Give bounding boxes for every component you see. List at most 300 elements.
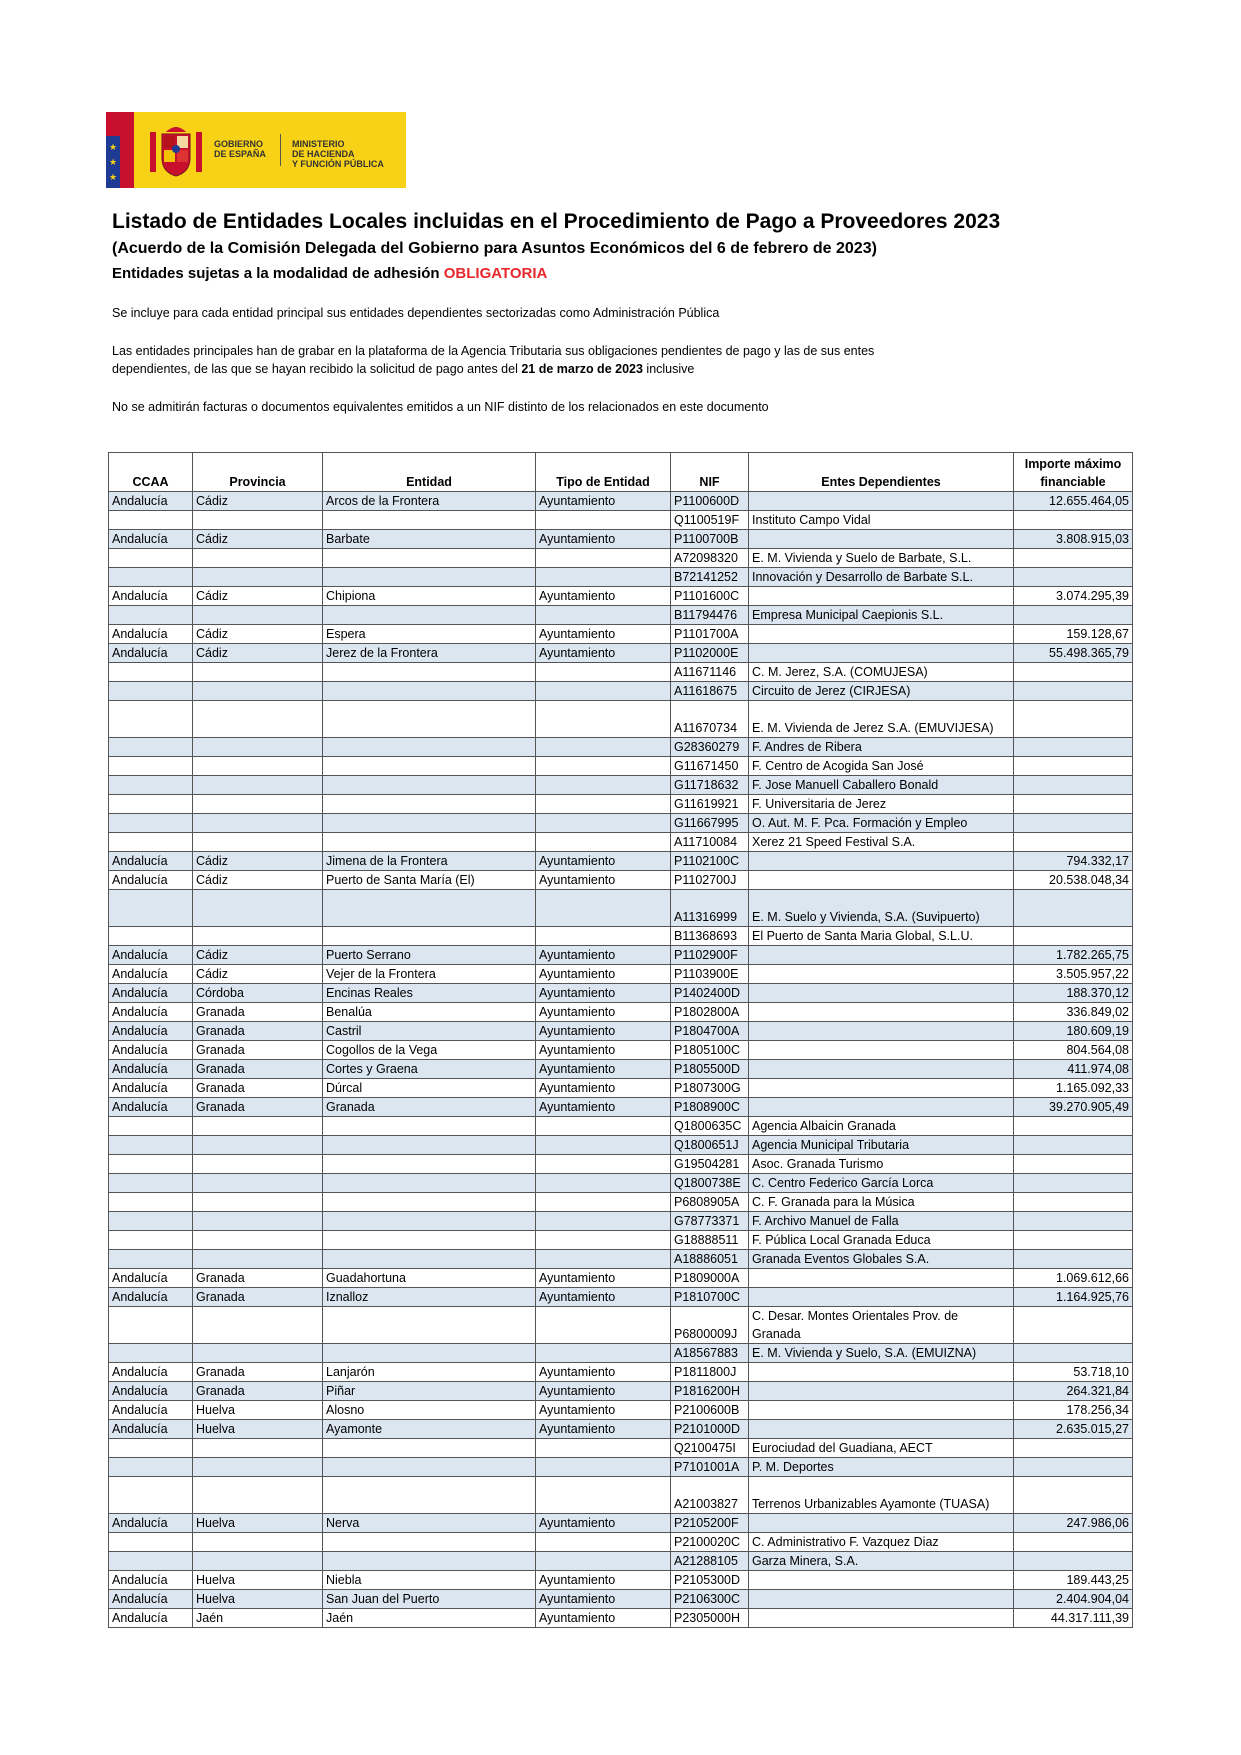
cell-entes — [749, 1079, 1014, 1098]
cell-tipo: Ayuntamiento — [536, 530, 671, 549]
table-row — [109, 1458, 1133, 1477]
cell-nif: A21288105 — [671, 1552, 749, 1571]
cell-nif: P1804700A — [671, 1022, 749, 1041]
cell-entidad — [323, 682, 536, 701]
cell-entidad — [323, 1212, 536, 1231]
cell-provincia: Granada — [193, 1060, 323, 1079]
table-row — [109, 644, 1133, 663]
cell-entidad: Ayamonte — [323, 1420, 536, 1439]
table-row — [109, 625, 1133, 644]
cell-nif: P1802800A — [671, 1003, 749, 1022]
cell-importe — [1014, 568, 1133, 587]
table-row — [109, 511, 1133, 530]
cell-tipo — [536, 1533, 671, 1552]
cell-provincia — [193, 701, 323, 738]
cell-entidad — [323, 757, 536, 776]
cell-nif: P1809000A — [671, 1269, 749, 1288]
cell-entidad — [323, 890, 536, 927]
cell-tipo: Ayuntamiento — [536, 946, 671, 965]
column-header: Tipo de Entidad — [536, 453, 671, 492]
table-row — [109, 946, 1133, 965]
cell-importe — [1014, 757, 1133, 776]
cell-importe: 178.256,34 — [1014, 1401, 1133, 1420]
cell-ccaa: Andalucía — [109, 852, 193, 871]
cell-ccaa: Andalucía — [109, 1571, 193, 1590]
document-title: Listado de Entidades Locales incluidas en el Procedimiento de Pago a Proveedores 2023 — [112, 210, 1001, 233]
cell-entidad — [323, 1231, 536, 1250]
cell-importe: 44.317.111,39 — [1014, 1609, 1133, 1628]
cell-tipo — [536, 1458, 671, 1477]
cell-provincia — [193, 549, 323, 568]
cell-entidad — [323, 833, 536, 852]
cell-importe — [1014, 606, 1133, 625]
cell-nif: P1100600D — [671, 492, 749, 511]
table-row — [109, 1136, 1133, 1155]
cell-importe — [1014, 1307, 1133, 1344]
cell-ccaa — [109, 511, 193, 530]
cell-provincia — [193, 1458, 323, 1477]
cell-entes — [749, 1382, 1014, 1401]
cell-entidad — [323, 1477, 536, 1514]
cell-provincia — [193, 776, 323, 795]
cell-ccaa: Andalucía — [109, 625, 193, 644]
cell-tipo: Ayuntamiento — [536, 1571, 671, 1590]
cell-ccaa: Andalucía — [109, 1590, 193, 1609]
cell-nif: P1807300G — [671, 1079, 749, 1098]
cell-ccaa: Andalucía — [109, 1609, 193, 1628]
cell-tipo: Ayuntamiento — [536, 644, 671, 663]
table-row — [109, 1193, 1133, 1212]
cell-ccaa: Andalucía — [109, 1420, 193, 1439]
cell-tipo — [536, 757, 671, 776]
cell-entidad — [323, 1136, 536, 1155]
cell-provincia: Granada — [193, 1098, 323, 1117]
cell-entes — [749, 1514, 1014, 1533]
cell-importe: 53.718,10 — [1014, 1363, 1133, 1382]
cell-entes — [749, 1022, 1014, 1041]
table-row — [109, 530, 1133, 549]
cell-ccaa — [109, 701, 193, 738]
cell-ccaa: Andalucía — [109, 644, 193, 663]
cell-nif: P2105300D — [671, 1571, 749, 1590]
cell-entidad — [323, 927, 536, 946]
cell-entes — [749, 1609, 1014, 1628]
table-row — [109, 795, 1133, 814]
cell-tipo: Ayuntamiento — [536, 1022, 671, 1041]
cell-nif: P1402400D — [671, 984, 749, 1003]
cell-tipo — [536, 814, 671, 833]
cell-provincia — [193, 738, 323, 757]
table-row — [109, 871, 1133, 890]
cell-entidad — [323, 1250, 536, 1269]
cell-ccaa: Andalucía — [109, 1382, 193, 1401]
cell-entes: Terrenos Urbanizables Ayamonte (TUASA) — [749, 1477, 1014, 1514]
cell-provincia — [193, 1477, 323, 1514]
cell-importe: 39.270.905,49 — [1014, 1098, 1133, 1117]
cell-ccaa — [109, 1307, 193, 1344]
cell-importe — [1014, 1458, 1133, 1477]
cell-nif: Q1800635C — [671, 1117, 749, 1136]
cell-ccaa: Andalucía — [109, 946, 193, 965]
cell-entidad: Piñar — [323, 1382, 536, 1401]
cell-importe: 20.538.048,34 — [1014, 871, 1133, 890]
table-row — [109, 1288, 1133, 1307]
table-row — [109, 1174, 1133, 1193]
cell-provincia — [193, 606, 323, 625]
cell-ccaa: Andalucía — [109, 1514, 193, 1533]
cell-entidad: Encinas Reales — [323, 984, 536, 1003]
cell-entidad: San Juan del Puerto — [323, 1590, 536, 1609]
cell-importe — [1014, 663, 1133, 682]
cell-entes: Granada Eventos Globales S.A. — [749, 1250, 1014, 1269]
cell-nif: G11718632 — [671, 776, 749, 795]
cell-tipo — [536, 1552, 671, 1571]
cell-importe — [1014, 1552, 1133, 1571]
cell-entidad: Vejer de la Frontera — [323, 965, 536, 984]
cell-entes — [749, 946, 1014, 965]
cell-ccaa — [109, 606, 193, 625]
cell-entidad: Granada — [323, 1098, 536, 1117]
cell-provincia — [193, 568, 323, 587]
cell-entes: C. Centro Federico García Lorca — [749, 1174, 1014, 1193]
cell-entes: E. M. Vivienda y Suelo, S.A. (EMUIZNA) — [749, 1344, 1014, 1363]
cell-ccaa — [109, 682, 193, 701]
table-row — [109, 984, 1133, 1003]
cell-tipo — [536, 1136, 671, 1155]
cell-ccaa — [109, 757, 193, 776]
cell-importe — [1014, 1155, 1133, 1174]
cell-provincia — [193, 1344, 323, 1363]
cell-ccaa: Andalucía — [109, 984, 193, 1003]
cell-entes — [749, 1003, 1014, 1022]
cell-entidad: Puerto Serrano — [323, 946, 536, 965]
cell-entidad — [323, 1193, 536, 1212]
cell-tipo — [536, 1250, 671, 1269]
cell-entidad: Cortes y Graena — [323, 1060, 536, 1079]
cell-provincia — [193, 927, 323, 946]
cell-nif: G19504281 — [671, 1155, 749, 1174]
cell-nif: A11316999 — [671, 890, 749, 927]
cell-entes — [749, 587, 1014, 606]
cell-entidad — [323, 1344, 536, 1363]
cell-importe: 264.321,84 — [1014, 1382, 1133, 1401]
cell-ccaa — [109, 1231, 193, 1250]
coat-of-arms-icon — [148, 124, 204, 178]
cell-entidad: Barbate — [323, 530, 536, 549]
cell-entes: Empresa Municipal Caepionis S.L. — [749, 606, 1014, 625]
cell-tipo: Ayuntamiento — [536, 1609, 671, 1628]
cell-entidad: Chipiona — [323, 587, 536, 606]
cell-importe — [1014, 927, 1133, 946]
cell-importe — [1014, 1344, 1133, 1363]
cell-entidad — [323, 776, 536, 795]
cell-provincia: Granada — [193, 1079, 323, 1098]
cell-entes — [749, 1420, 1014, 1439]
cell-nif: B11368693 — [671, 927, 749, 946]
cell-nif: P6808905A — [671, 1193, 749, 1212]
table-row — [109, 1514, 1133, 1533]
cell-importe — [1014, 890, 1133, 927]
cell-ccaa: Andalucía — [109, 1098, 193, 1117]
cell-entes: C. F. Granada para la Música — [749, 1193, 1014, 1212]
gobierno-logo — [106, 112, 406, 188]
cell-ccaa — [109, 1174, 193, 1193]
table-row — [109, 1571, 1133, 1590]
table-row — [109, 1250, 1133, 1269]
cell-entes: F. Jose Manuell Caballero Bonald — [749, 776, 1014, 795]
cell-entidad — [323, 606, 536, 625]
cell-entes: P. M. Deportes — [749, 1458, 1014, 1477]
cell-ccaa: Andalucía — [109, 1022, 193, 1041]
cell-entes: E. M. Suelo y Vivienda, S.A. (Suvipuerto) — [749, 890, 1014, 927]
cell-entes — [749, 1401, 1014, 1420]
cell-entidad: Nerva — [323, 1514, 536, 1533]
cell-importe — [1014, 795, 1133, 814]
cell-nif: Q1800651J — [671, 1136, 749, 1155]
cell-importe — [1014, 1231, 1133, 1250]
cell-importe — [1014, 1533, 1133, 1552]
cell-provincia — [193, 1533, 323, 1552]
cell-entes: Asoc. Granada Turismo — [749, 1155, 1014, 1174]
cell-tipo: Ayuntamiento — [536, 1363, 671, 1382]
table-row — [109, 814, 1133, 833]
cell-entes — [749, 625, 1014, 644]
cell-entes — [749, 530, 1014, 549]
cell-entes — [749, 1363, 1014, 1382]
cell-nif: G11619921 — [671, 795, 749, 814]
cell-importe: 1.782.265,75 — [1014, 946, 1133, 965]
cell-provincia: Cádiz — [193, 852, 323, 871]
cell-entes — [749, 1590, 1014, 1609]
cell-tipo — [536, 795, 671, 814]
cell-tipo — [536, 1174, 671, 1193]
cell-nif: B11794476 — [671, 606, 749, 625]
cell-provincia — [193, 663, 323, 682]
cell-provincia: Cádiz — [193, 644, 323, 663]
cell-tipo — [536, 682, 671, 701]
cell-tipo — [536, 1307, 671, 1344]
cell-entes: Agencia Municipal Tributaria — [749, 1136, 1014, 1155]
table-row — [109, 1609, 1133, 1628]
column-header: Importe máximo financiable — [1014, 453, 1133, 492]
cell-ccaa — [109, 890, 193, 927]
cell-tipo: Ayuntamiento — [536, 492, 671, 511]
cell-nif: P1101600C — [671, 587, 749, 606]
cell-nif: G11671450 — [671, 757, 749, 776]
table-row — [109, 1022, 1133, 1041]
cell-provincia: Jaén — [193, 1609, 323, 1628]
table-row — [109, 1344, 1133, 1363]
cell-nif: P1102900F — [671, 946, 749, 965]
cell-nif: A72098320 — [671, 549, 749, 568]
column-header: Entidad — [323, 453, 536, 492]
cell-importe — [1014, 833, 1133, 852]
cell-importe — [1014, 814, 1133, 833]
cell-ccaa: Andalucía — [109, 1003, 193, 1022]
cell-ccaa: Andalucía — [109, 1079, 193, 1098]
table-row — [109, 1590, 1133, 1609]
cell-tipo — [536, 833, 671, 852]
cell-provincia — [193, 1117, 323, 1136]
cell-ccaa — [109, 663, 193, 682]
table-row — [109, 1533, 1133, 1552]
table-row — [109, 1041, 1133, 1060]
cell-entidad — [323, 511, 536, 530]
cell-importe — [1014, 1136, 1133, 1155]
cell-ccaa — [109, 1250, 193, 1269]
cell-provincia: Huelva — [193, 1401, 323, 1420]
table-row — [109, 587, 1133, 606]
cell-importe — [1014, 1193, 1133, 1212]
cell-importe: 411.974,08 — [1014, 1060, 1133, 1079]
table-row — [109, 1231, 1133, 1250]
cell-nif: A11710084 — [671, 833, 749, 852]
cell-ccaa — [109, 1439, 193, 1458]
cell-ccaa — [109, 1155, 193, 1174]
cell-tipo — [536, 738, 671, 757]
table-row — [109, 1439, 1133, 1458]
table-row — [109, 833, 1133, 852]
table-row — [109, 1363, 1133, 1382]
cell-provincia — [193, 1250, 323, 1269]
cell-provincia — [193, 1552, 323, 1571]
cell-entidad: Espera — [323, 625, 536, 644]
cell-nif: P2100020C — [671, 1533, 749, 1552]
cell-ccaa — [109, 1344, 193, 1363]
cell-provincia — [193, 814, 323, 833]
cell-nif: A11618675 — [671, 682, 749, 701]
cell-provincia: Córdoba — [193, 984, 323, 1003]
cell-ccaa — [109, 795, 193, 814]
cell-entes: E. M. Vivienda de Jerez S.A. (EMUVIJESA) — [749, 701, 1014, 738]
cell-entidad — [323, 1439, 536, 1458]
table-row — [109, 776, 1133, 795]
cell-ccaa: Andalucía — [109, 1269, 193, 1288]
table-body — [109, 492, 1133, 1628]
cell-nif: P1816200H — [671, 1382, 749, 1401]
cell-entidad: Dúrcal — [323, 1079, 536, 1098]
cell-nif: A11670734 — [671, 701, 749, 738]
cell-tipo: Ayuntamiento — [536, 1079, 671, 1098]
cell-provincia: Huelva — [193, 1420, 323, 1439]
table-row — [109, 1212, 1133, 1231]
cell-entidad: Jimena de la Frontera — [323, 852, 536, 871]
cell-provincia — [193, 1212, 323, 1231]
cell-nif: P7101001A — [671, 1458, 749, 1477]
ministerio-text: MINISTERIO DE HACIENDA Y FUNCIÓN PÚBLICA — [292, 139, 384, 169]
cell-ccaa: Andalucía — [109, 1401, 193, 1420]
cell-ccaa — [109, 738, 193, 757]
cell-provincia — [193, 757, 323, 776]
cell-ccaa: Andalucía — [109, 1288, 193, 1307]
cell-tipo: Ayuntamiento — [536, 871, 671, 890]
cell-entes — [749, 984, 1014, 1003]
table-row — [109, 1269, 1133, 1288]
cell-entidad — [323, 1458, 536, 1477]
cell-importe: 3.505.957,22 — [1014, 965, 1133, 984]
cell-ccaa — [109, 927, 193, 946]
cell-importe: 2.404.904,04 — [1014, 1590, 1133, 1609]
table-row — [109, 965, 1133, 984]
cell-importe — [1014, 1117, 1133, 1136]
cell-entidad — [323, 738, 536, 757]
cell-tipo — [536, 568, 671, 587]
cell-entes: F. Andres de Ribera — [749, 738, 1014, 757]
cell-entidad — [323, 814, 536, 833]
cell-entes: E. M. Vivienda y Suelo de Barbate, S.L. — [749, 549, 1014, 568]
cell-entidad: Lanjarón — [323, 1363, 536, 1382]
cell-entidad — [323, 1533, 536, 1552]
cell-tipo — [536, 663, 671, 682]
table-row — [109, 1155, 1133, 1174]
cell-tipo: Ayuntamiento — [536, 1420, 671, 1439]
cell-provincia: Cádiz — [193, 946, 323, 965]
cell-nif: A18886051 — [671, 1250, 749, 1269]
cell-entes: C. M. Jerez, S.A. (COMUJESA) — [749, 663, 1014, 682]
cell-tipo — [536, 890, 671, 927]
cell-entidad: Iznalloz — [323, 1288, 536, 1307]
cell-importe: 336.849,02 — [1014, 1003, 1133, 1022]
cell-ccaa: Andalucía — [109, 1363, 193, 1382]
cell-entidad: Puerto de Santa María (El) — [323, 871, 536, 890]
cell-importe: 159.128,67 — [1014, 625, 1133, 644]
cell-nif: Q1800738E — [671, 1174, 749, 1193]
note-paragraph-3: No se admitirán facturas o documentos equivalentes emitidos a un NIF distinto de los relacionados en este documento — [112, 400, 769, 414]
cell-provincia: Cádiz — [193, 871, 323, 890]
cell-entidad — [323, 663, 536, 682]
cell-ccaa: Andalucía — [109, 530, 193, 549]
cell-importe: 1.069.612,66 — [1014, 1269, 1133, 1288]
table-row — [109, 1307, 1133, 1344]
modalidad-value: OBLIGATORIA — [443, 265, 548, 282]
cell-importe: 12.655.464,05 — [1014, 492, 1133, 511]
cell-entes: Eurociudad del Guadiana, AECT — [749, 1439, 1014, 1458]
table-header-row — [109, 453, 1133, 492]
cell-provincia — [193, 833, 323, 852]
cell-nif: P2105200F — [671, 1514, 749, 1533]
cell-nif: P1100700B — [671, 530, 749, 549]
cell-tipo: Ayuntamiento — [536, 625, 671, 644]
table-row — [109, 757, 1133, 776]
cell-entidad — [323, 1307, 536, 1344]
cell-ccaa: Andalucía — [109, 871, 193, 890]
cell-importe — [1014, 701, 1133, 738]
cell-tipo: Ayuntamiento — [536, 587, 671, 606]
cell-importe: 188.370,12 — [1014, 984, 1133, 1003]
cell-tipo: Ayuntamiento — [536, 1269, 671, 1288]
cell-tipo — [536, 1231, 671, 1250]
cell-nif: P1102100C — [671, 852, 749, 871]
cell-tipo — [536, 701, 671, 738]
entities-table — [108, 452, 1133, 1628]
cell-importe: 55.498.365,79 — [1014, 644, 1133, 663]
cell-provincia — [193, 1155, 323, 1174]
cell-entes: F. Universitaria de Jerez — [749, 795, 1014, 814]
cell-tipo — [536, 1117, 671, 1136]
cell-entes: Circuito de Jerez (CIRJESA) — [749, 682, 1014, 701]
cell-entes: F. Pública Local Granada Educa — [749, 1231, 1014, 1250]
cell-entes: C. Administrativo F. Vazquez Diaz — [749, 1533, 1014, 1552]
cell-nif: P1102000E — [671, 644, 749, 663]
cell-nif: P2101000D — [671, 1420, 749, 1439]
cell-ccaa — [109, 814, 193, 833]
table-row — [109, 1079, 1133, 1098]
cell-tipo — [536, 776, 671, 795]
column-header: CCAA — [109, 453, 193, 492]
table-row — [109, 549, 1133, 568]
cell-provincia: Granada — [193, 1041, 323, 1060]
table-row — [109, 492, 1133, 511]
